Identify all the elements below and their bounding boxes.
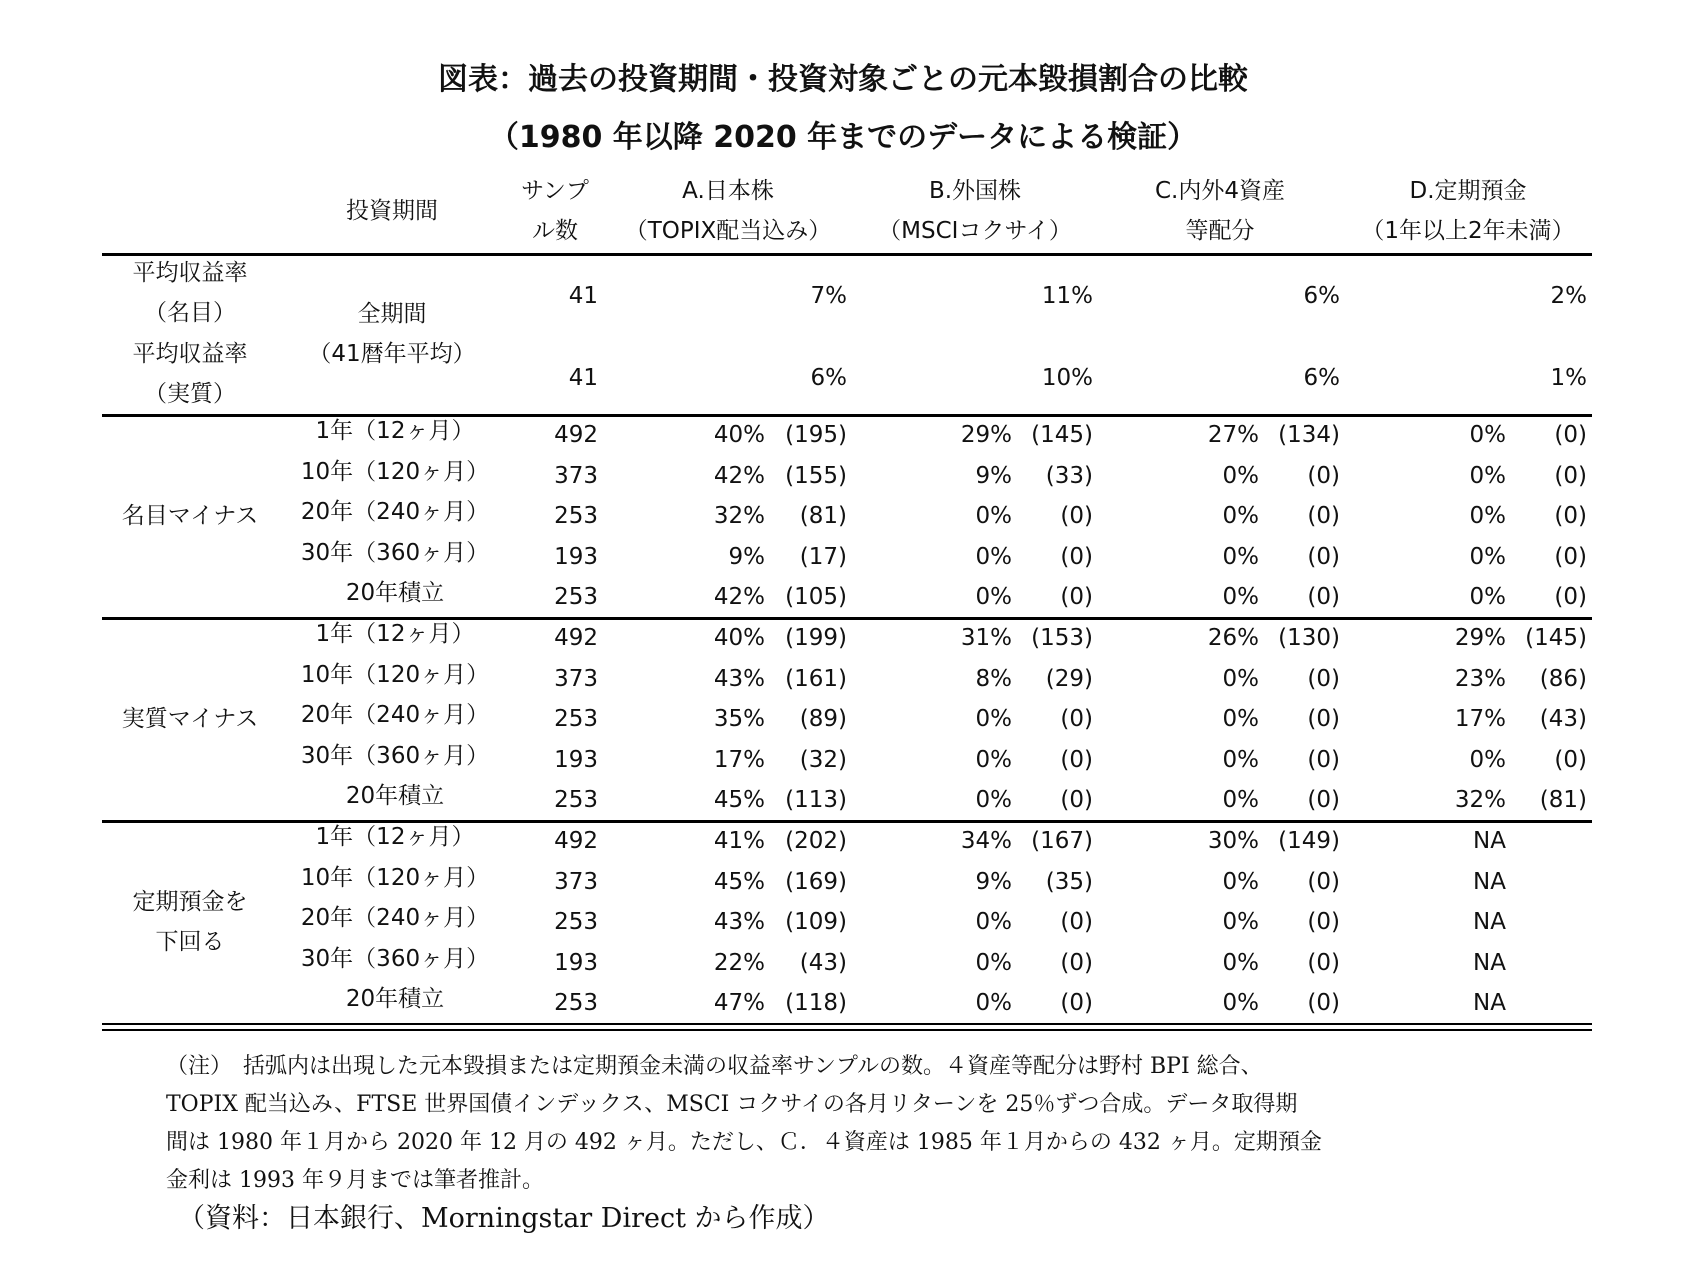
row-c-percent: 0%	[1222, 949, 1259, 976]
row-a-percent: 43%	[713, 665, 765, 692]
row-b-percent: 0%	[975, 503, 1012, 529]
header-divider	[102, 253, 1592, 256]
group-divider	[102, 414, 1592, 417]
row-d-percent: NA	[1473, 909, 1506, 935]
row-period: 30年（360ヶ月）	[300, 742, 490, 769]
row-a-percent: 40%	[713, 625, 765, 651]
group-divider	[102, 820, 1592, 823]
row-period: 20年（240ヶ月）	[300, 905, 490, 931]
row-b-count: (0)	[1060, 584, 1093, 610]
row-a-percent: 41%	[713, 828, 765, 854]
row-a-count: (43)	[799, 949, 847, 976]
avg-nominal-label-1: 平均収益率	[132, 260, 248, 286]
row-b-count: (0)	[1060, 787, 1093, 813]
header-c-line2: 等配分	[1185, 218, 1255, 244]
row-c-percent: 0%	[1222, 868, 1259, 895]
row-a-count: (155)	[785, 462, 847, 489]
row-b-percent: 9%	[975, 868, 1012, 895]
row-c-count: (0)	[1307, 868, 1340, 895]
table-bottom-rule	[102, 1023, 1592, 1025]
row-d-count: (0)	[1554, 422, 1587, 448]
header-c-line1: C.内外4資産	[1154, 178, 1286, 204]
row-sample: 373	[554, 462, 598, 489]
row-sample: 492	[554, 422, 598, 448]
row-d-percent: NA	[1473, 990, 1506, 1016]
row-a-percent: 17%	[713, 746, 765, 773]
row-period: 20年積立	[345, 783, 445, 809]
row-a-count: (161)	[785, 665, 847, 692]
row-b-percent: 0%	[975, 746, 1012, 773]
row-b-percent: 31%	[960, 625, 1012, 651]
row-sample: 253	[554, 909, 598, 935]
avg-real-sample: 41	[568, 365, 598, 391]
row-b-count: (153)	[1031, 625, 1093, 651]
row-a-percent: 22%	[713, 949, 765, 976]
row-sample: 253	[554, 787, 598, 813]
row-b-count: (0)	[1060, 746, 1093, 773]
row-sample: 193	[554, 746, 598, 773]
row-sample: 193	[554, 543, 598, 570]
row-sample: 253	[554, 584, 598, 610]
row-period: 20年積立	[345, 580, 445, 606]
row-sample: 492	[554, 828, 598, 854]
row-d-percent: 0%	[1469, 503, 1506, 529]
row-b-count: (167)	[1031, 828, 1093, 854]
row-a-count: (81)	[799, 503, 847, 529]
row-c-percent: 0%	[1222, 990, 1259, 1016]
avg-real-label-1: 平均収益率	[132, 341, 248, 367]
avg-real-b: 10%	[1041, 365, 1093, 391]
row-d-percent: 23%	[1454, 665, 1506, 692]
row-a-percent: 42%	[713, 584, 765, 610]
row-b-count: (0)	[1060, 909, 1093, 935]
avg-nominal-b: 11%	[1041, 283, 1093, 309]
row-d-count: (0)	[1554, 584, 1587, 610]
row-a-count: (89)	[799, 706, 847, 732]
row-d-percent: 0%	[1469, 543, 1506, 570]
row-c-count: (0)	[1307, 909, 1340, 935]
row-a-count: (202)	[785, 828, 847, 854]
row-b-count: (0)	[1060, 543, 1093, 570]
row-a-percent: 47%	[713, 990, 765, 1016]
group-label: 実質マイナス	[121, 706, 259, 732]
row-c-count: (0)	[1307, 787, 1340, 813]
avg-real-a: 6%	[810, 365, 847, 391]
row-a-count: (199)	[785, 625, 847, 651]
row-c-percent: 0%	[1222, 503, 1259, 529]
row-c-percent: 0%	[1222, 665, 1259, 692]
row-period: 20年積立	[345, 986, 445, 1012]
row-a-count: (17)	[799, 543, 847, 570]
row-b-count: (0)	[1060, 990, 1093, 1016]
row-d-count: (0)	[1554, 503, 1587, 529]
header-sample-line2: ル数	[532, 218, 578, 244]
row-d-percent: 0%	[1469, 462, 1506, 489]
row-d-percent: 0%	[1469, 584, 1506, 610]
avg-nominal-d: 2%	[1550, 283, 1587, 309]
row-c-count: (0)	[1307, 462, 1340, 489]
note-line-1: （注） 括弧内は出現した元本毀損または定期預金未満の収益率サンプルの数。４資産等配分は野村 BPI 総合、	[166, 1054, 1263, 1079]
row-c-count: (0)	[1307, 990, 1340, 1016]
row-a-count: (118)	[785, 990, 847, 1016]
row-c-percent: 30%	[1207, 828, 1259, 854]
row-b-percent: 0%	[975, 909, 1012, 935]
row-b-percent: 8%	[975, 665, 1012, 692]
row-a-count: (32)	[799, 746, 847, 773]
group-label: 定期預金を	[132, 889, 248, 915]
row-c-percent: 27%	[1207, 422, 1259, 448]
row-b-count: (145)	[1031, 422, 1093, 448]
row-c-count: (149)	[1278, 828, 1340, 854]
row-a-count: (169)	[785, 868, 847, 895]
avg-nominal-label-2: （名目）	[144, 300, 236, 326]
row-sample: 373	[554, 868, 598, 895]
row-c-count: (0)	[1307, 543, 1340, 570]
row-b-percent: 0%	[975, 543, 1012, 570]
row-a-count: (109)	[785, 909, 847, 935]
row-c-percent: 26%	[1207, 625, 1259, 651]
note-line-3: 間は 1980 年１月から 2020 年 12 月の 492 ヶ月。ただし、Ｃ．４資産は 1985 年１月からの 432 ヶ月。定期預金	[166, 1130, 1322, 1155]
row-b-count: (29)	[1045, 665, 1093, 692]
header-b-line2: （MSCIコクサイ）	[878, 218, 1072, 244]
row-c-count: (0)	[1307, 746, 1340, 773]
row-sample: 193	[554, 949, 598, 976]
row-c-percent: 0%	[1222, 462, 1259, 489]
header-sample-line1: サンプ	[521, 178, 589, 204]
row-a-count: (113)	[785, 787, 847, 813]
row-c-percent: 0%	[1222, 706, 1259, 732]
row-b-percent: 0%	[975, 949, 1012, 976]
row-d-count: (0)	[1554, 543, 1587, 570]
row-b-count: (33)	[1045, 462, 1093, 489]
avg-real-c: 6%	[1303, 365, 1340, 391]
row-a-count: (195)	[785, 422, 847, 448]
row-d-percent: NA	[1473, 828, 1506, 854]
row-a-percent: 32%	[713, 503, 765, 529]
avg-nominal-sample: 41	[568, 283, 598, 309]
row-b-percent: 29%	[960, 422, 1012, 448]
header-a-line2: （TOPIX配当込み）	[624, 218, 832, 244]
row-d-count: (43)	[1539, 706, 1587, 732]
header-d-line1: D.定期預金	[1409, 178, 1527, 204]
note-line-2: TOPIX 配当込み、FTSE 世界国債インデックス、MSCI コクサイの各月リターンを 25％ずつ合成。データ取得期	[166, 1092, 1298, 1117]
row-d-percent: NA	[1473, 868, 1506, 895]
row-period: 10年（120ヶ月）	[300, 864, 490, 891]
row-sample: 253	[554, 990, 598, 1016]
avg-real-d: 1%	[1550, 365, 1587, 391]
row-a-percent: 42%	[713, 462, 765, 489]
row-b-count: (0)	[1060, 706, 1093, 732]
avg-nominal-a: 7%	[810, 283, 847, 309]
avg-period-1: 全期間	[357, 301, 427, 327]
row-a-percent: 40%	[713, 422, 765, 448]
page-title: 図表：過去の投資期間・投資対象ごとの元本毀損割合の比較	[438, 62, 1248, 97]
table-bottom-rule	[102, 1029, 1592, 1031]
row-b-count: (0)	[1060, 949, 1093, 976]
row-c-percent: 0%	[1222, 909, 1259, 935]
row-b-percent: 9%	[975, 462, 1012, 489]
row-period: 20年（240ヶ月）	[300, 702, 490, 728]
avg-period-2: （41暦年平均）	[308, 341, 476, 367]
row-a-percent: 9%	[728, 543, 765, 570]
row-a-percent: 45%	[713, 868, 765, 895]
row-c-count: (0)	[1307, 665, 1340, 692]
group-divider	[102, 617, 1592, 620]
group-label-line2: 下回る	[155, 929, 225, 955]
row-a-count: (105)	[785, 584, 847, 610]
row-d-percent: 17%	[1454, 706, 1506, 732]
row-d-percent: NA	[1473, 949, 1506, 976]
row-period: 10年（120ヶ月）	[300, 458, 490, 485]
row-b-percent: 0%	[975, 584, 1012, 610]
row-d-percent: 0%	[1469, 422, 1506, 448]
row-period: 30年（360ヶ月）	[300, 539, 490, 566]
row-c-percent: 0%	[1222, 584, 1259, 610]
row-c-count: (0)	[1307, 706, 1340, 732]
row-period: 20年（240ヶ月）	[300, 499, 490, 525]
row-c-count: (0)	[1307, 584, 1340, 610]
row-sample: 373	[554, 665, 598, 692]
group-label: 名目マイナス	[121, 503, 259, 529]
row-c-count: (134)	[1278, 422, 1340, 448]
header-b-line1: B.外国株	[928, 178, 1022, 204]
row-d-percent: 0%	[1469, 746, 1506, 773]
row-a-percent: 43%	[713, 909, 765, 935]
header-d-line2: （1年以上2年未満）	[1361, 218, 1575, 244]
row-a-percent: 45%	[713, 787, 765, 813]
row-c-count: (0)	[1307, 503, 1340, 529]
row-d-count: (86)	[1539, 665, 1587, 692]
row-b-count: (35)	[1045, 868, 1093, 895]
row-d-percent: 29%	[1454, 625, 1506, 651]
row-period: 10年（120ヶ月）	[300, 661, 490, 688]
header-period: 投資期間	[346, 198, 438, 224]
row-period: 1年（12ヶ月）	[315, 621, 475, 647]
row-sample: 253	[554, 706, 598, 732]
row-b-percent: 34%	[960, 828, 1012, 854]
row-sample: 492	[554, 625, 598, 651]
row-c-count: (130)	[1278, 625, 1340, 651]
avg-real-label-2: （実質）	[144, 381, 236, 407]
row-b-count: (0)	[1060, 503, 1093, 529]
page-subtitle: （1980 年以降 2020 年までのデータによる検証）	[488, 120, 1198, 155]
row-period: 1年（12ヶ月）	[315, 824, 475, 850]
source-note: （資料：日本銀行、Morningstar Direct から作成）	[178, 1203, 830, 1234]
row-period: 1年（12ヶ月）	[315, 418, 475, 444]
row-c-percent: 0%	[1222, 746, 1259, 773]
row-c-count: (0)	[1307, 949, 1340, 976]
header-a-line1: A.日本株	[682, 178, 774, 204]
row-d-count: (0)	[1554, 462, 1587, 489]
row-d-count: (0)	[1554, 746, 1587, 773]
row-sample: 253	[554, 503, 598, 529]
row-b-percent: 0%	[975, 706, 1012, 732]
row-a-percent: 35%	[713, 706, 765, 732]
row-c-percent: 0%	[1222, 543, 1259, 570]
row-period: 30年（360ヶ月）	[300, 945, 490, 972]
note-line-4: 金利は 1993 年９月までは筆者推計。	[166, 1168, 544, 1193]
row-b-percent: 0%	[975, 990, 1012, 1016]
row-b-percent: 0%	[975, 787, 1012, 813]
row-c-percent: 0%	[1222, 787, 1259, 813]
avg-nominal-c: 6%	[1303, 283, 1340, 309]
row-d-count: (81)	[1539, 787, 1587, 813]
row-d-percent: 32%	[1454, 787, 1506, 813]
row-d-count: (145)	[1525, 625, 1587, 651]
